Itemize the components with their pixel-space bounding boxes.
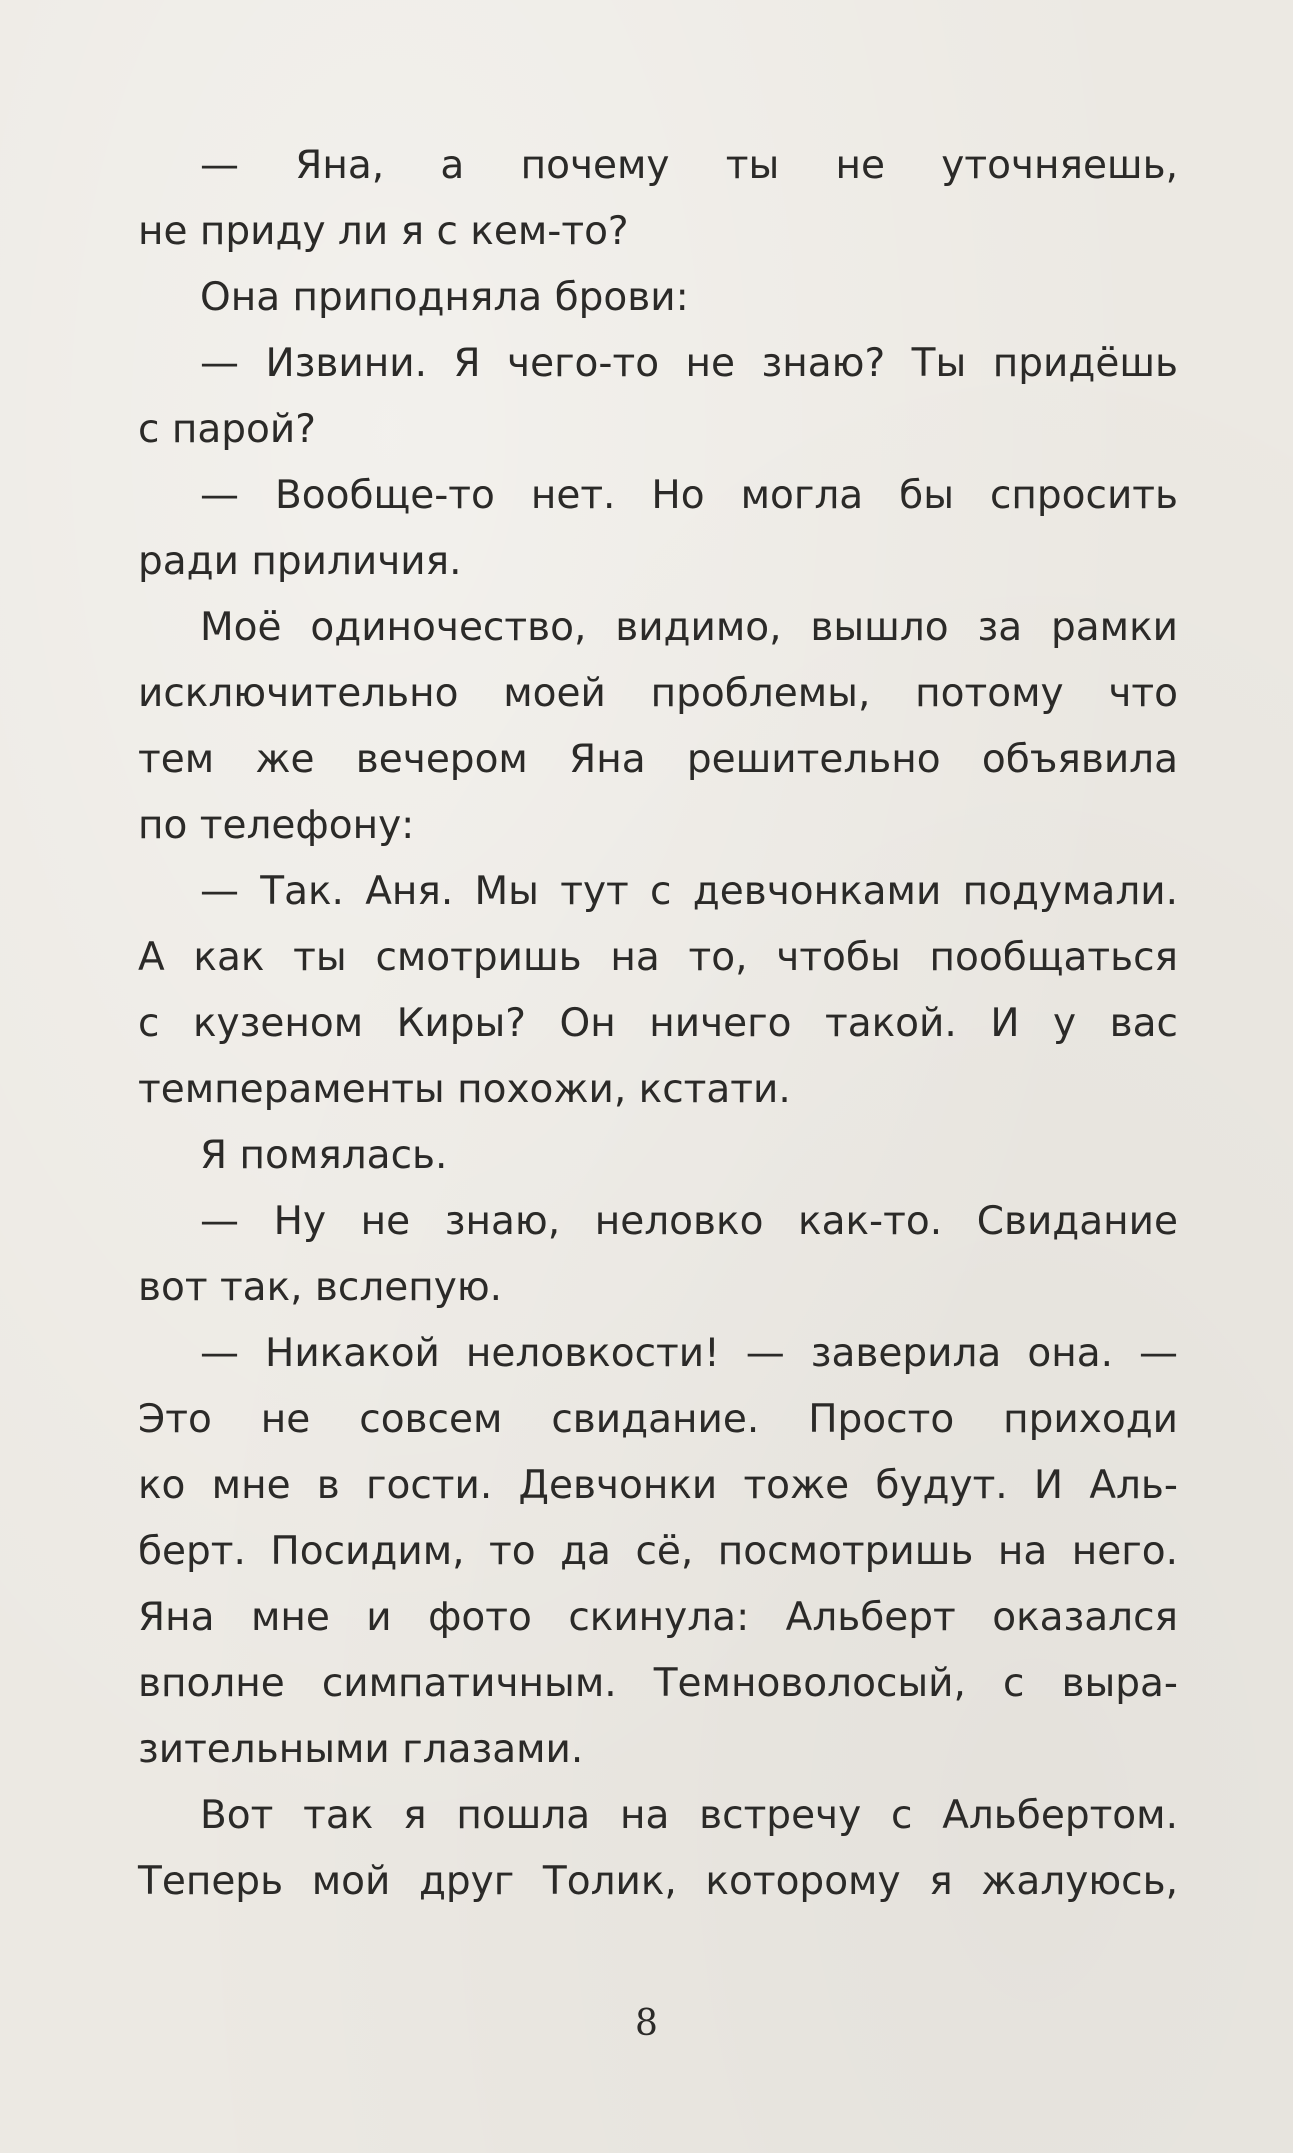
text-line: — Никакой неловкости! — заверила она. — <box>200 1331 1178 1376</box>
text-line: — Яна, а почему ты не уточняешь, <box>200 143 1178 188</box>
text-line: Она приподняла брови: <box>200 275 689 320</box>
text-line: вполне симпатичным. Темноволосый, с выра- <box>138 1661 1178 1706</box>
text-line: зительными глазами. <box>138 1727 584 1772</box>
body-text <box>138 133 1178 1915</box>
text-line: с кузеном Киры? Он ничего такой. И у вас <box>138 1001 1178 1046</box>
text-line: Это не совсем свидание. Просто приходи <box>138 1397 1178 1442</box>
text-line: ради приличия. <box>138 539 462 584</box>
text-line: — Извини. Я чего-то не знаю? Ты придёшь <box>200 341 1178 386</box>
text-line: Я помялась. <box>200 1133 448 1178</box>
text-line: исключительно моей проблемы, потому что <box>138 671 1178 716</box>
text-line: по телефону: <box>138 803 415 848</box>
text-line: ко мне в гости. Девчонки тоже будут. И Аль- <box>138 1463 1178 1508</box>
text-line: А как ты смотришь на то, чтобы пообщаться <box>138 935 1178 980</box>
text-line: Вот так я пошла на встречу с Альбертом. <box>200 1793 1178 1838</box>
text-line: Теперь мой друг Толик, которому я жалуюсь, <box>138 1859 1178 1904</box>
text-line: темпераменты похожи, кстати. <box>138 1067 791 1112</box>
text-line: с парой? <box>138 407 316 452</box>
text-line: — Вообще-то нет. Но могла бы спросить <box>200 473 1178 518</box>
text-line: — Так. Аня. Мы тут с девчонками подумали. <box>200 869 1178 914</box>
text-line: Моё одиночество, видимо, вышло за рамки <box>200 605 1178 650</box>
text-line: вот так, вслепую. <box>138 1265 503 1310</box>
text-line: — Ну не знаю, неловко как-то. Свидание <box>200 1199 1178 1244</box>
text-line: не приду ли я с кем-то? <box>138 209 629 254</box>
text-line: тем же вечером Яна решительно объявила <box>138 737 1178 782</box>
page-number: 8 <box>635 2003 658 2044</box>
text-line: Яна мне и фото скинула: Альберт оказался <box>138 1595 1178 1640</box>
text-line: берт. Посидим, то да сё, посмотришь на него. <box>138 1529 1178 1574</box>
